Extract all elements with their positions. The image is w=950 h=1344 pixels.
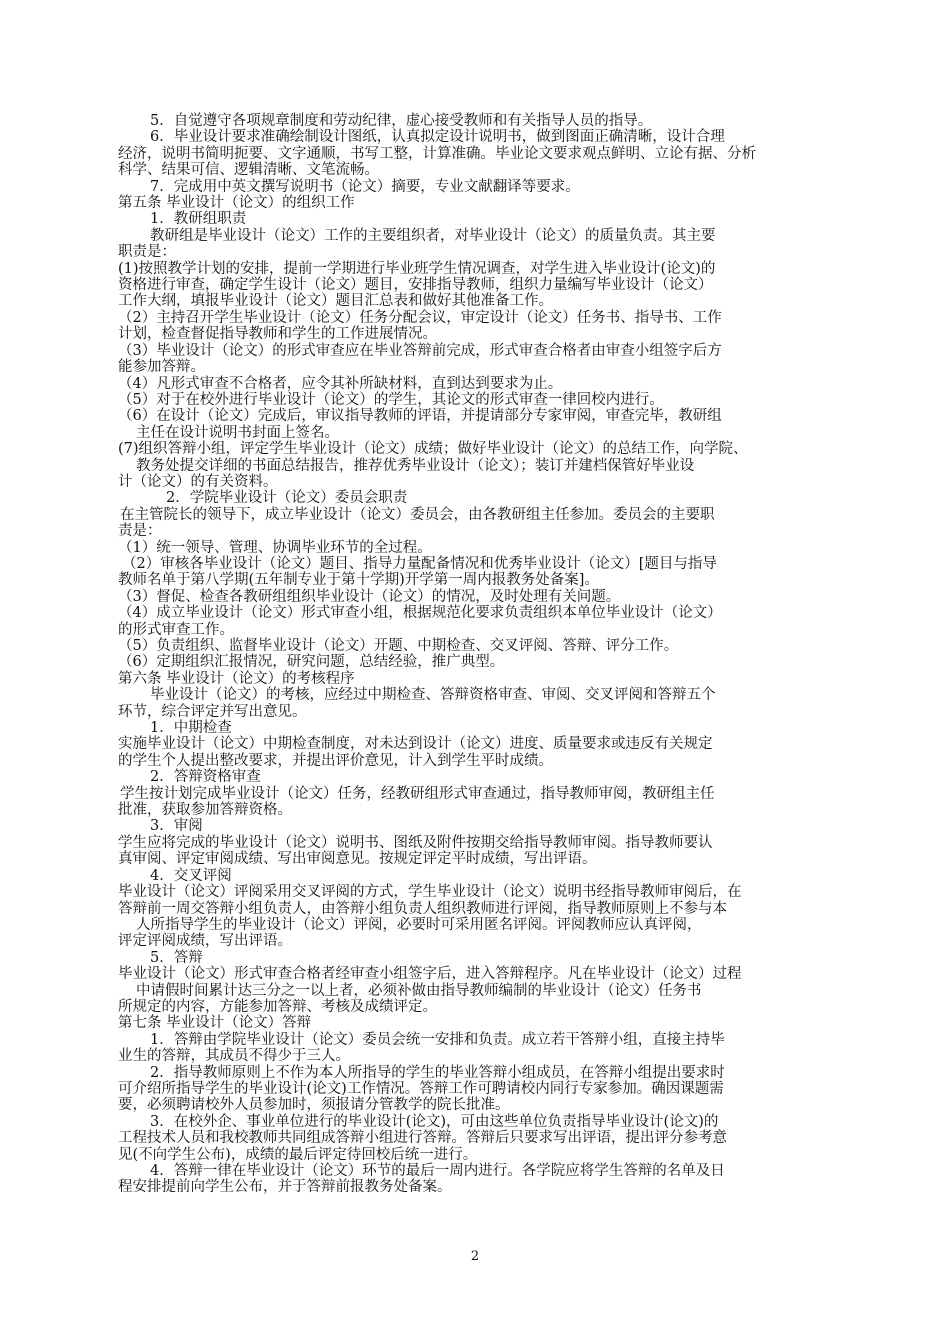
text-line: 计（论文）的有关资料。 [118, 473, 278, 490]
section-heading: 1．教研组职责 [150, 211, 247, 228]
text-line: 职责是： [118, 244, 176, 261]
text-line: 实施毕业设计（论文）中期检查制度，对未达到设计（论文）进度、质量要求或违反有关规定 [118, 736, 713, 753]
text-line: （6）定期组织汇报情况，研究问题，总结经验，推广典型。 [118, 654, 505, 671]
text-line: 6．毕业设计要求准确绘制设计图纸，认真拟定设计说明书，做到图面正确清晰，设计合理 [150, 129, 725, 146]
article-heading: 第五条 毕业设计（论文）的组织工作 [118, 195, 355, 212]
text-line: 科学、结果可信、逻辑清晰、文笔流畅。 [118, 162, 379, 179]
section-heading: 5．答辩 [150, 949, 203, 966]
section-heading: 1．中期检查 [150, 720, 232, 737]
article-heading: 第七条 毕业设计（论文）答辩 [118, 1015, 312, 1032]
text-line: 能参加答辩。 [118, 359, 205, 376]
article-heading: 第六条 毕业设计（论文）的考核程序 [118, 670, 355, 687]
text-line: 评定评阅成绩，写出评语。 [118, 933, 292, 950]
section-heading: 4．交叉评阅 [150, 867, 232, 884]
text-line: 教师名单于第八学期(五年制专业于第十学期)开学第一周内报教务处备案]。 [118, 572, 599, 589]
text-line: 工程技术人员和我校教师共同组成答辩小组进行答辩。答辩后只要求写出评语，提出评分参考意 [118, 1130, 727, 1147]
text-line: 4．答辩一律在毕业设计（论文）环节的最后一周内进行。各学院应将学生答辩的名单及日 [150, 1163, 725, 1179]
text-line: （5）对于在校外进行毕业设计（论文）的学生，其论文的形式审查一律回校内进行。 [118, 391, 664, 408]
text-line: 计划，检查督促指导教师和学生的工作进展情况。 [118, 326, 437, 343]
text-line: 学生按计划完成毕业设计（论文）任务，经教研组形式审查通过，指导教师审阅，教研组主任 [120, 785, 715, 802]
text-line: 见(不向学生公布)，成绩的最后评定待回校后统一进行。 [118, 1146, 478, 1163]
text-line: 人所指导学生的毕业设计（论文）评阅，必要时可采用匿名评阅。评阅教师应认真评阅， [136, 916, 702, 933]
text-line: 业生的答辩，其成员不得少于三人。 [118, 1048, 350, 1065]
text-line: 毕业设计（论文）的考核，应经过中期检查、答辩资格审查、审阅、交叉评阅和答辩五个 [150, 687, 716, 704]
text-line: 7．完成用中英文撰写说明书（论文）摘要，专业文献翻译等要求。 [150, 178, 580, 195]
text-line: (7)组织答辩小组，评定学生毕业设计（论文）成绩；做好毕业设计（论文）的总结工作，向学院、 [118, 441, 748, 458]
text-line: 程安排提前向学生公布，并于答辩前报教务处备案。 [118, 1179, 452, 1196]
text-line: 可介绍所指导学生的毕业设计(论文)工作情况。答辩工作可聘请校内同行专家参加。确因课题需 [118, 1080, 724, 1097]
text-line: 1．答辩由学院毕业设计（论文）委员会统一安排和负责。成立若干答辩小组，直接主持毕 [150, 1031, 725, 1048]
text-line: (1)按照教学计划的安排，提前一学期进行毕业班学生情况调查，对学生进入毕业设计(论文)的 [118, 260, 716, 277]
text-line: 环节，综合评定并写出意见。 [118, 703, 307, 720]
text-line: 中请假时间累计达三分之一以上者，必须补做由指导教师编制的毕业设计（论文）任务书 [136, 982, 702, 999]
text-line: 批准，获取参加答辩资格。 [118, 802, 292, 819]
text-line: 3．在校外企、事业单位进行的毕业设计(论文)，可由这些单位负责指导毕业设计(论文)的 [150, 1113, 719, 1130]
text-line: （2）主持召开学生毕业设计（论文）任务分配会议，审定设计（论文）任务书、指导书、工作 [118, 309, 722, 326]
text-line: （3）督促、检查各教研组组织毕业设计（论文）的情况，及时处理有关问题。 [118, 588, 621, 605]
text-line: 的学生个人提出整改要求，并提出评价意见，计入到学生平时成绩。 [118, 752, 553, 769]
text-line: （5）负责组织、监督毕业设计（论文）开题、中期检查、交叉评阅、答辩、评分工作。 [118, 638, 679, 654]
text-line: 工作大纲，填报毕业设计（论文）题目汇总表和做好其他准备工作。 [118, 293, 553, 310]
text-line: （6）在设计（论文）完成后，审议指导教师的评语，并提请部分专家审阅，审查完毕，教研组 [118, 408, 722, 425]
text-line: 在主管院长的领导下，成立毕业设计（论文）委员会，由各教研组主任参加。委员会的主要职 [120, 506, 715, 523]
text-line: 的形式审查工作。 [118, 621, 234, 638]
section-heading: 2．学院毕业设计（论文）委员会职责 [166, 490, 408, 507]
text-line: （4）凡形式审查不合格者，应令其补所缺材料，直到达到要求为止。 [118, 375, 563, 392]
text-line: （1）统一领导、管理、协调毕业环节的全过程。 [118, 539, 432, 556]
text-line: 经济，说明书简明扼要、文字通顺，书写工整，计算准确。毕业论文要求观点鲜明、立论有据、分析 [118, 145, 756, 162]
section-heading: 3．审阅 [150, 818, 203, 835]
text-line: （2）审核各毕业设计（论文）题目、指导力量配备情况和优秀毕业设计（论文）[题目与指导 [122, 555, 717, 572]
text-line: 毕业设计（论文）评阅采用交叉评阅的方式，学生毕业设计（论文）说明书经指导教师审阅后，在 [118, 884, 742, 901]
document-body [118, 113, 818, 1196]
section-heading: 2．答辩资格审查 [150, 769, 261, 786]
text-line: 所规定的内容，方能参加答辩、考核及成绩评定。 [118, 998, 437, 1015]
text-line: 要，必须聘请校外人员参加时，须报请分管教学的院长批准。 [118, 1097, 510, 1114]
text-line: （3）毕业设计（论文）的形式审查应在毕业答辩前完成，形式审查合格者由审查小组签字后方 [118, 342, 722, 359]
text-line: 学生应将完成的毕业设计（论文）说明书、图纸及附件按期交给指导教师审阅。指导教师要认 [118, 834, 713, 851]
text-line: 2．指导教师原则上不作为本人所指导的学生的毕业答辩小组成员，在答辩小组提出要求时 [150, 1064, 725, 1081]
text-line: 教务处提交详细的书面总结报告，推荐优秀毕业设计（论文）；装订并建档保管好毕业设 [136, 457, 695, 474]
text-line: 教研组是毕业设计（论文）工作的主要组织者，对毕业设计（论文）的质量负责。其主要 [150, 227, 716, 244]
text-line: 毕业设计（论文）形式审查合格者经审查小组签字后，进入答辩程序。凡在毕业设计（论文）过程 [118, 966, 742, 983]
text-line: 责是： [118, 523, 162, 540]
text-line: 5．自觉遵守各项规章制度和劳动纪律，虚心接受教师和有关指导人员的指导。 [150, 113, 653, 129]
text-line: 真审阅、评定审阅成绩、写出审阅意见。按规定评定平时成绩，写出评语。 [118, 851, 597, 868]
text-line: （4）成立毕业设计（论文）形式审查小组，根据规范化要求负责组织本单位毕业设计（论文） [118, 605, 722, 622]
text-line: 答辩前一周交答辩小组负责人，由答辩小组负责人组织教师进行评阅，指导教师原则上不参与本 [118, 900, 727, 917]
text-line: 主任在设计说明书封面上签名。 [136, 424, 339, 441]
text-line: 资格进行审查，确定学生设计（论文）题目，安排指导教师，组织力量编写毕业设计（论文） [118, 277, 713, 294]
page-number: 2 [470, 1249, 480, 1264]
